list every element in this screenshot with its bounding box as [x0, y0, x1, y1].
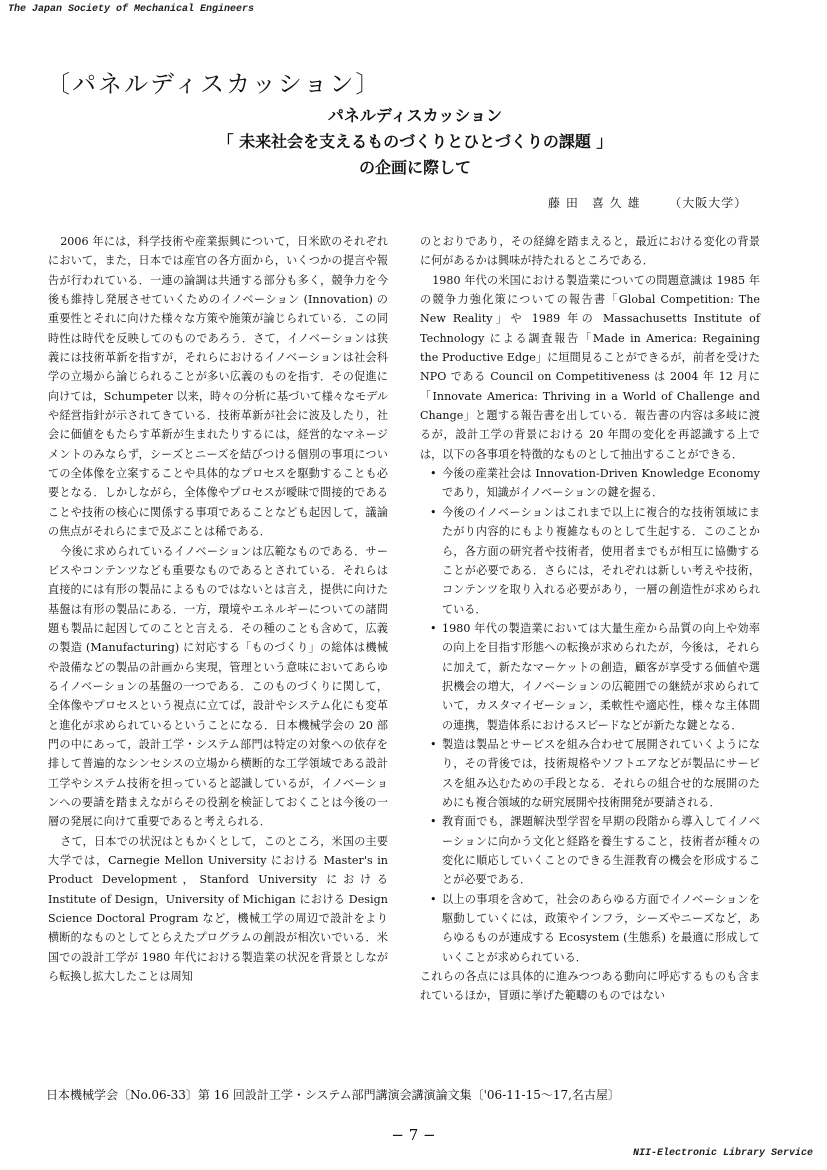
proceedings-footer: 日本機械学会〔No.06-33〕第 16 回設計工学・システム部門講演会講演論文集〔'06-11-15～17,名古屋〕 — [46, 1088, 620, 1102]
society-header: The Japan Society of Mechanical Engineers — [8, 4, 255, 15]
paragraph: のとおりであり，その経緯を踏まえると，最近における変化の背景に何があるかは興味が持たれるところである． — [420, 235, 760, 268]
nii-footer: NII-Electronic Library Service — [632, 1148, 813, 1159]
paragraph: 1980 年代の米国における製造業についての問題意識は 1985 年の競争力強化策についての報告書「Global Competition: The New Reality」や 1989 年の Massachusetts Institute of Technology による調査報告「Made in America: Regaining the Productive Edge」に垣間見ることができるが，前者を受けた NPO である Council on Competitiveness は 2004 年 12 月に「Innovate America: Thriving in a World of Challenge and Change」と題する報告書を出している．報告書の内容は多岐に渡るが，設計工学の背景における 20 年間の変化を再認識する上では，以下の各事項を特徴的なものとして抽出することができる． — [420, 273, 760, 461]
paragraph: これらの各点には具体的に進みつつある動向に呼応するものも含まれているほか，冒頭に挙げた範疇のものではない — [420, 970, 760, 1003]
left-column — [48, 232, 388, 986]
list-item: • 今後の産業社会は Innovation-Driven Knowledge Economy であり，知識がイノベーションの鍵を握る． — [420, 464, 760, 503]
paragraph: さて，日本での状況はともかくとして，このところ，米国の主要大学では，Carnegie Mellon University における Master's in Product Development，Stanford University における Institute of Design，University of Michigan における Design Science Doctoral Program など，機械工学の周辺で設計をより横断的なものとしてとらえたプログラムの創設が相次いでいる．米国での設計工学が 1980 年代における製造業の状況を背景としながら転換し拡大したことは周知 — [48, 834, 388, 984]
page-number: − 7 − — [391, 1126, 436, 1144]
list-item: • 製造は製品とサービスを組み合わせて展開されていくようになり，その背後では，技術規格やソフトエアなどが製品にサービスを組み込むための手段となる．それらの組合せ的な展開のためにも複合領域的な研究展開や技術開発が要請される． — [420, 735, 760, 812]
paper-title — [150, 104, 680, 180]
bullet-list — [420, 464, 760, 967]
title-line-3: の企画に際して — [358, 158, 471, 177]
paragraph: 2006 年には，科学技術や産業振興について，日米欧のそれぞれにおいて，また，日本では産官の各方面から，いくつかの提言や報告が行われている．一連の論調は共通する部分も多く，競争力を今後も維持し発展させていくためのイノベーション (Innovation) の重要性とそれに向けた様々な方策や施策が論じられている．この同時性は時代を反映してのものであろう．さて，イノベーションは狭義には技術革新を指すが，それらにおけるイノベーションは社会科学の立場から論じられることが多い広義のものを指す．その促進に向けては，Schumpeter 以来，時々の分析に基づいて様々なモデルや経営指針が示されてきている．技術革新が社会に波及したり，社会に価値をもたらす革新が生まれたりするには，経営的なマネージメントのみならず，シーズとニーズを結びつける個別の事項についての全体像を立案することや具体的なプロセスを駆動することも必要となる．しかしながら，全体像やプロセスが曖昧で間接的であることや技術の核心に関係する事項であることなども起因して，議論の焦点がそれらにまで及ぶことは稀である． — [48, 235, 388, 539]
author-name: 藤 田 喜 久 雄 — [548, 196, 641, 210]
paragraph: 今後に求められているイノベーションは広範なものである．サービスやコンテンツなども重要なものであるとされている．それらは直接的には有形の製品によるものではないとは言え，提供に向けた基盤は有形の製品にある．一方，環境やエネルギーについての諸問題も製品に起因してのことと言える．その種のことも含めて，広義の製造 (Manufacturing) に対応する「ものづくり」の総体は機械や設備などの製品の計画から実現，管理という意味においてあらゆるイノベーションの基盤の一つである．このものづくりに関して，全体像やプロセスという視点に立てば，設計やシステム化にも変革と進化が求められているということになる．日本機械学会の 20 部門の中にあって，設計工学・システム部門は特定の対象への依存を排して普遍的なシンセシスの立場から横断的な工学領域である設計工学やシステム技術を担っていると認識しているが，イノベーションへの要請を踏まえながらその役割を検証しておくことは今後の一層の発展に向けて重要であると考えられる． — [48, 544, 388, 829]
list-item: • 1980 年代の製造業においては大量生産から品質の向上や効率の向上を目指す形態への転換が求められたが，今後は，それらに加えて，新たなマーケットの創造，顧客が享受する価値や選択機会の増大，イノベーションの広範囲での継続が求められていて，カスタマイゼーション，柔軟性や適応性，様々な主体間の連携，製造体系におけるスピードなどが新たな鍵となる． — [420, 619, 760, 735]
list-item: • 教育面でも，課題解決型学習を早期の段階から導入してイノベーションに向かう文化と経路を養生すること，技術者が種々の変化に順応していくことのできる生涯教育の機会を形成することが必要である． — [420, 812, 760, 889]
title-line-2: 「 未来社会を支えるものづくりとひとづくりの課題 」 — [217, 132, 613, 151]
author-affiliation: （大阪大学） — [669, 196, 748, 210]
title-line-1: パネルディスカッション — [327, 106, 503, 125]
right-column — [420, 232, 760, 1006]
section-label: 〔パネルディスカッション〕 — [46, 70, 382, 98]
list-item: • 以上の事項を含めて，社会のあらゆる方面でイノベーションを駆動していくには，政策やインフラ，シーズやニーズなど，あらゆるものが連成する Ecosystem (生態系) を最適に形成していくことが求められている． — [420, 890, 760, 967]
author-line — [548, 194, 747, 211]
list-item: • 今後のイノベーションはこれまで以上に複合的な技術領域にまたがり内容的にもより複雑なものとして生起する．このことから，各方面の研究者や技術者，使用者までもが相互に協働することが必要である．さらには，それぞれは新しい考えや技術，コンテンツを取り入れる必要があり，一層の創造性が求められている． — [420, 503, 760, 619]
